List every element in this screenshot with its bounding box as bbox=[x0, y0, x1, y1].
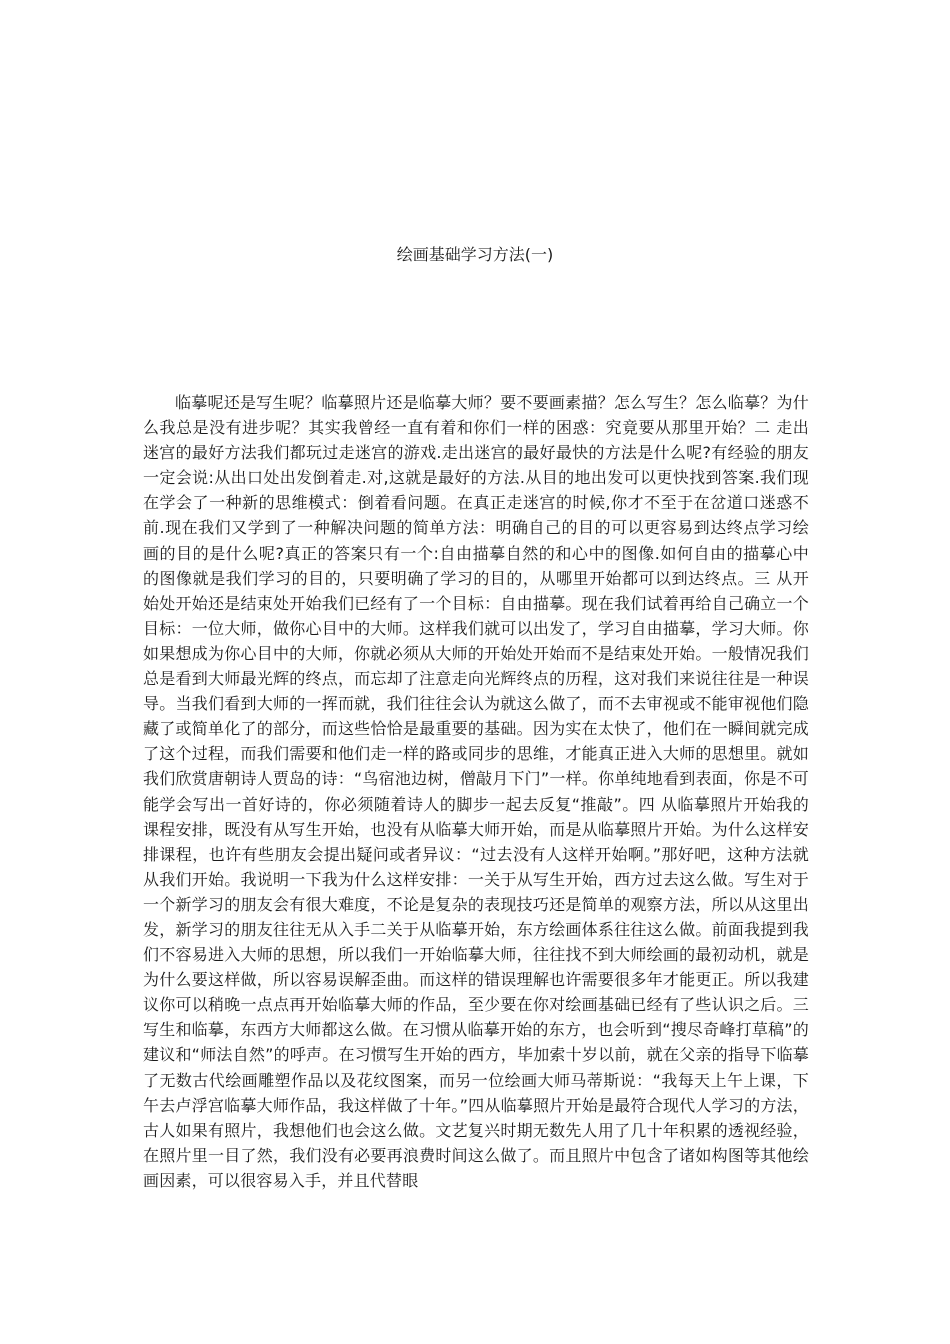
document-title: 绘画基础学习方法(一) bbox=[396, 245, 554, 264]
document-body-paragraph: 临摹呢还是写生呢？临摹照片还是临摹大师？要不要画素描？怎么写生？怎么临摹？为什么我总是没有进步呢？其实我曾经一直有着和你们一样的困惑：究竟要从那里开始？二 走出迷宫的最好方法我们都玩过走迷宫的游戏.走出迷宫的最好最快的方法是什么呢?有经验的朋友一定会说:从出口处出发倒着走.对,这就是最好的方法.从目的地出发可以更快找到答案.我们现在学会了一种新的思维模式：倒着看问题。在真正走迷宫的时候,你才不至于在岔道口迷惑不前.现在我们又学到了一种解决问题的简单方法：明确自己的目的可以更容易到达终点学习绘画的目的是什么呢?真正的答案只有一个:自由描摹自然的和心中的图像.如何自由的描摹心中的图像就是我们学习的目的，只要明确了学习的目的，从哪里开始都可以到达终点。三 从开始处开始还是结束处开始我们已经有了一个目标：自由描摹。现在我们试着再给自己确立一个目标：一位大师，做你心目中的大师。这样我们就可以出发了，学习自由描摹，学习大师。你如果想成为你心目中的大师，你就必须从大师的开始处开始而不是结束处开始。一般情况我们总是看到大师最光辉的终点，而忘却了注意走向光辉终点的历程，这对我们来说往往是一种误导。当我们看到大师的一挥而就，我们往往会认为就这么做了，而不去审视或不能审视他们隐藏了或简单化了的部分，而这些恰恰是最重要的基础。因为实在太快了，他们在一瞬间就完成了这个过程，而我们需要和他们走一样的路或同步的思维，才能真正进入大师的思想里。就如我们欣赏唐朝诗人贾岛的诗：“鸟宿池边树，僧敲月下门”一样。你单纯地看到表面，你是不可能学会写出一首好诗的，你必须随着诗人的脚步一起去反复“推敲”。四 从临摹照片开始我的课程安排，既没有从写生开始，也没有从临摹大师开始，而是从临摹照片开始。为什么这样安排课程，也许有些朋友会提出疑问或者异议：“过去没有人这样开始啊。”那好吧，这种方法就从我们开始。我说明一下我为什么这样安排：一关于从写生开始，西方过去这么做。写生对于一个新学习的朋友会有很大难度，不论是复杂的表现技巧还是简单的观察方法，所以从这里出发，新学习的朋友往往无从入手二关于从临摹开始，东方绘画体系往往这么做。前面我提到我们不容易进入大师的思想，所以我们一开始临摹大师，往往找不到大师绘画的最初动机，就是为什么要这样做，所以容易误解歪曲。而这样的错误理解也许需要很多年才能更正。所以我建议你可以稍晚一点点再开始临摹大师的作品，至少要在你对绘画基础已经有了些认识之后。三写生和临摹，东西方大师都这么做。在习惯从临摹开始的东方，也会听到“搜尽奇峰打草稿”的建议和“师法自然”的呼声。在习惯写生开始的西方，毕加索十岁以前，就在父亲的指导下临摹了无数古代绘画雕塑作品以及花纹图案，而另一位绘画大师马蒂斯说：“我每天上午上课，下午去卢浮宫临摹大师作品，我这样做了十年。”四从临摹照片开始是最符合现代人学习的方法，古人如果有照片，我想他们也会这么做。文艺复兴时期无数先人用了几十年积累的透视经验，在照片里一目了然，我们没有必要再浪费时间这么做了。而且照片中包含了诸如构图等其他绘画因素，可以很容易入手，并且代替眼 bbox=[143, 393, 809, 1190]
